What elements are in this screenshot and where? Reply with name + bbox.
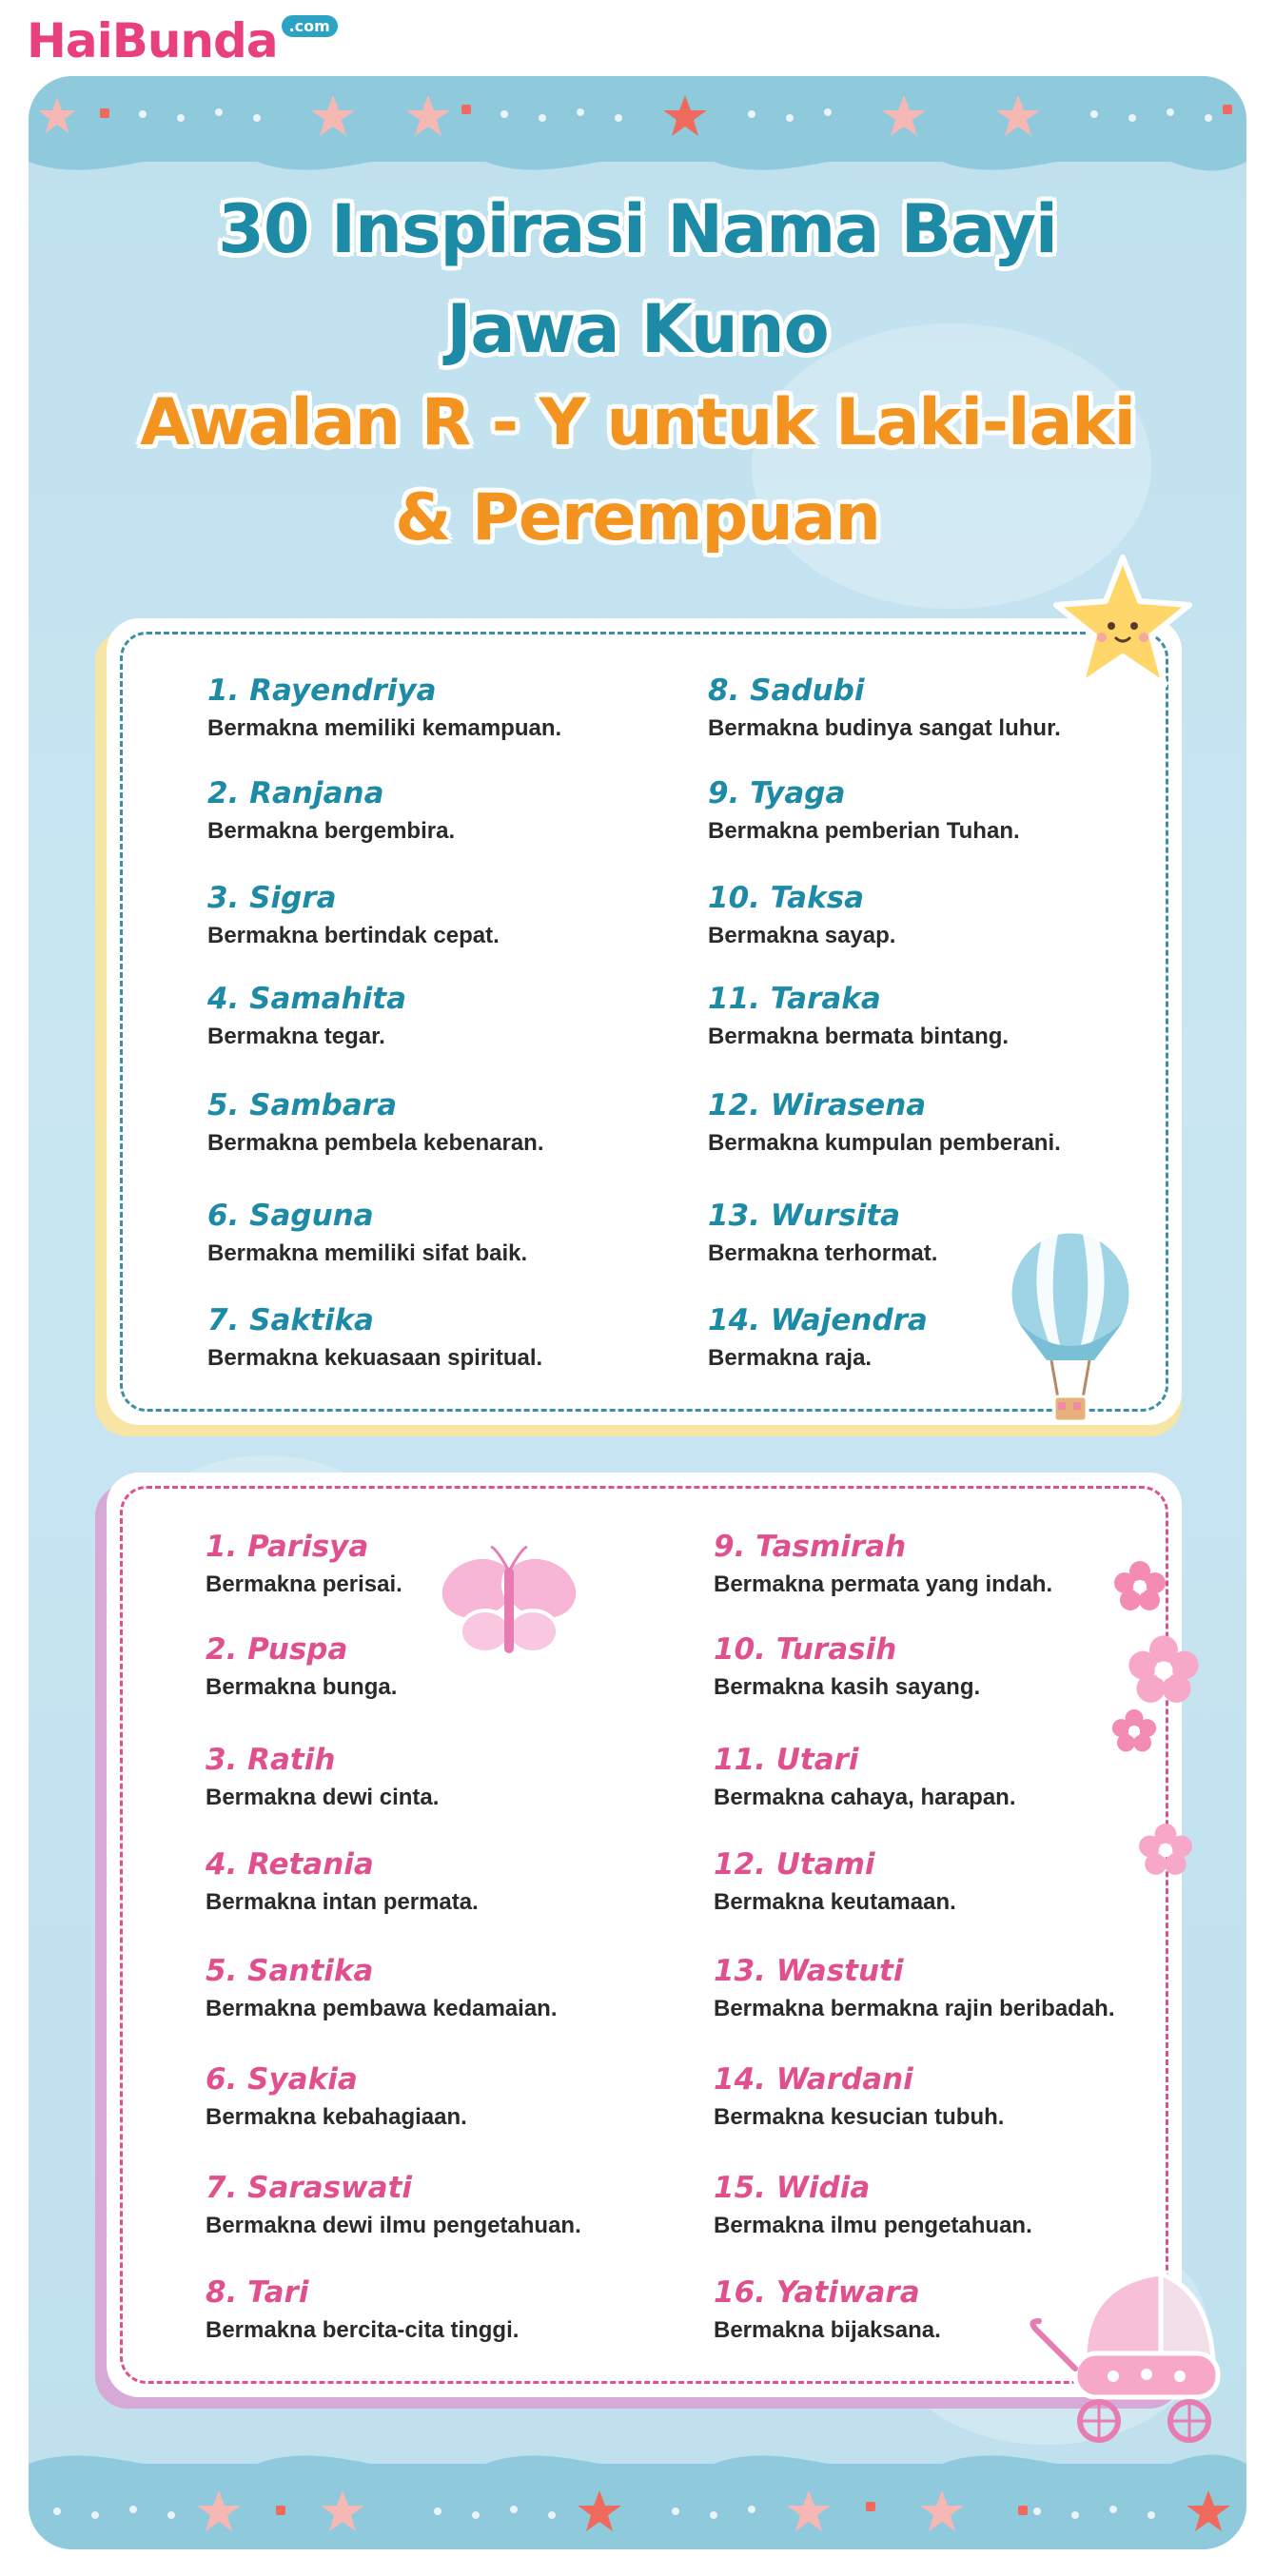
meaning-text: Bermakna pemberian Tuhan. xyxy=(708,818,1020,844)
boy-name-entry xyxy=(708,1086,1061,1159)
butterfly-icon xyxy=(438,1541,580,1665)
meaning-text: Bermakna kesucian tubuh. xyxy=(714,2104,1005,2130)
name-label: 4. Retania xyxy=(206,1847,374,1882)
top-stars-decoration xyxy=(29,76,1246,152)
girl-name-entry xyxy=(714,1952,1115,2024)
girl-name-entry xyxy=(206,2274,519,2346)
name-label: 7. Saraswati xyxy=(206,2171,413,2205)
name-label: 12. Wirasena xyxy=(708,1088,927,1122)
meaning-text: Bermakna kumpulan pemberani. xyxy=(708,1130,1061,1156)
title-line-2: Jawa Kuno xyxy=(446,290,829,368)
meaning-text: Bermakna raja. xyxy=(708,1345,873,1371)
title-line-1: 30 Inspirasi Nama Bayi xyxy=(218,190,1057,268)
meaning-text: Bermakna keutamaan. xyxy=(714,1889,956,1915)
girl-name-entry xyxy=(714,1741,1016,1813)
meaning-text: Bermakna intan permata. xyxy=(206,1889,479,1915)
girls-panel-dashed-border xyxy=(120,1486,1168,2384)
boy-name-entry xyxy=(207,879,500,951)
logo-text: HaiBunda xyxy=(27,13,278,68)
name-label: 7. Saktika xyxy=(207,1303,374,1337)
name-label: 14. Wardani xyxy=(714,2062,913,2097)
girl-name-entry xyxy=(206,2169,581,2241)
meaning-text: Bermakna sayap. xyxy=(708,923,896,948)
meaning-text: Bermakna bercita-cita tinggi. xyxy=(206,2317,520,2343)
girl-name-entry xyxy=(714,2060,1004,2133)
girl-name-entry xyxy=(714,2274,941,2346)
meaning-text: Bermakna bergembira. xyxy=(207,818,456,844)
boy-name-entry xyxy=(207,1197,527,1269)
girl-name-entry xyxy=(714,1630,980,1703)
meaning-text: Bermakna dewi ilmu pengetahuan. xyxy=(206,2213,581,2238)
baby-stroller-icon xyxy=(1018,2254,1227,2445)
name-label: 3. Ratih xyxy=(206,1743,336,1777)
meaning-text: Bermakna bunga. xyxy=(206,1674,398,1700)
bottom-stars-decoration xyxy=(29,2473,1246,2549)
name-label: 1. Parisya xyxy=(206,1530,369,1564)
meaning-text: Bermakna kasih sayang. xyxy=(714,1674,981,1700)
boy-name-entry xyxy=(708,1301,928,1374)
meaning-text: Bermakna pembawa kedamaian. xyxy=(206,1996,558,2021)
flower-icon xyxy=(1111,1708,1157,1754)
meaning-text: Bermakna budinya sangat luhur. xyxy=(708,715,1061,741)
name-label: 15. Widia xyxy=(714,2171,871,2205)
boy-name-entry xyxy=(708,1197,937,1269)
smiling-star-icon xyxy=(1047,552,1199,694)
meaning-text: Bermakna memiliki kemampuan. xyxy=(207,715,562,741)
meaning-text: Bermakna bijaksana. xyxy=(714,2317,941,2343)
boy-name-entry xyxy=(207,980,406,1052)
hot-air-balloon-icon xyxy=(999,1227,1142,1436)
haibunda-logo[interactable] xyxy=(27,8,338,74)
meaning-text: Bermakna bermakna rajin beribadah. xyxy=(714,1996,1115,2021)
name-label: 9. Tyaga xyxy=(708,776,846,810)
meaning-text: Bermakna bermata bintang. xyxy=(708,1024,1010,1049)
meaning-text: Bermakna permata yang indah. xyxy=(714,1571,1053,1597)
meaning-text: Bermakna cahaya, harapan. xyxy=(714,1785,1016,1810)
girl-name-entry xyxy=(206,1845,479,1918)
meaning-text: Bermakna bertindak cepat. xyxy=(207,923,500,948)
flower-icon xyxy=(1128,1634,1200,1707)
meaning-text: Bermakna perisai. xyxy=(206,1571,402,1597)
name-label: 10. Taksa xyxy=(708,881,865,915)
name-label: 12. Utami xyxy=(714,1847,875,1882)
boy-name-entry xyxy=(207,672,561,744)
logo-suffix: .com xyxy=(282,15,338,37)
girl-name-entry xyxy=(206,1741,439,1813)
girl-name-entry xyxy=(206,2060,467,2133)
name-label: 8. Tari xyxy=(206,2275,309,2310)
name-label: 11. Taraka xyxy=(708,982,881,1016)
girl-name-entry xyxy=(206,1528,402,1600)
name-label: 14. Wajendra xyxy=(708,1303,928,1337)
name-label: 6. Saguna xyxy=(207,1199,374,1233)
meaning-text: Bermakna ilmu pengetahuan. xyxy=(714,2213,1032,2238)
meaning-text: Bermakna memiliki sifat baik. xyxy=(207,1240,528,1266)
title-line-4: & Perempuan xyxy=(395,480,880,556)
name-label: 5. Santika xyxy=(206,1954,374,1988)
name-label: 6. Syakia xyxy=(206,2062,358,2097)
boy-name-entry xyxy=(207,774,455,847)
name-label: 4. Samahita xyxy=(207,982,407,1016)
girl-name-entry xyxy=(206,1630,397,1703)
title-line-3: Awalan R - Y untuk Laki-laki xyxy=(140,385,1135,460)
name-label: 13. Wursita xyxy=(708,1199,901,1233)
boy-name-entry xyxy=(207,1301,542,1374)
flower-icon xyxy=(1138,1823,1193,1878)
name-label: 5. Sambara xyxy=(207,1088,398,1122)
girl-name-entry xyxy=(714,1845,956,1918)
name-label: 9. Tasmirah xyxy=(714,1530,907,1564)
name-label: 2. Puspa xyxy=(206,1632,348,1667)
meaning-text: Bermakna kebahagiaan. xyxy=(206,2104,467,2130)
name-label: 1. Rayendriya xyxy=(207,673,437,708)
name-label: 11. Utari xyxy=(714,1743,859,1777)
boy-name-entry xyxy=(708,980,1009,1052)
name-label: 2. Ranjana xyxy=(207,776,384,810)
name-label: 8. Sadubi xyxy=(708,673,865,708)
boy-name-entry xyxy=(207,1086,544,1159)
girl-name-entry xyxy=(714,1528,1052,1600)
name-label: 3. Sigra xyxy=(207,881,337,915)
boy-name-entry xyxy=(708,774,1020,847)
name-label: 13. Wastuti xyxy=(714,1954,904,1988)
meaning-text: Bermakna terhormat. xyxy=(708,1240,938,1266)
meaning-text: Bermakna tegar. xyxy=(207,1024,385,1049)
meaning-text: Bermakna dewi cinta. xyxy=(206,1785,440,1810)
name-label: 10. Turasih xyxy=(714,1632,897,1667)
girl-name-entry xyxy=(206,1952,558,2024)
girl-name-entry xyxy=(714,2169,1032,2241)
meaning-text: Bermakna kekuasaan spiritual. xyxy=(207,1345,543,1371)
meaning-text: Bermakna pembela kebenaran. xyxy=(207,1130,544,1156)
name-label: 16. Yatiwara xyxy=(714,2275,920,2310)
boy-name-entry xyxy=(708,672,1061,744)
flower-icon xyxy=(1113,1560,1167,1613)
boy-name-entry xyxy=(708,879,895,951)
